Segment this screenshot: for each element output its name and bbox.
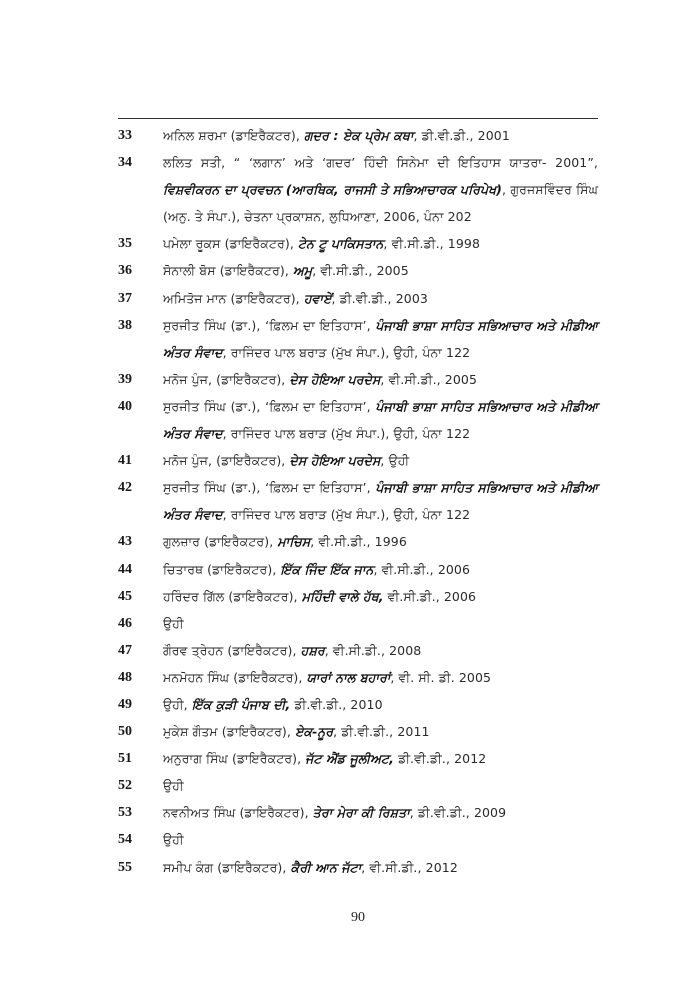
reference-details: , ਵੀ.ਸੀ.ਡੀ., 1996 <box>310 534 407 550</box>
reference-title: ਕੈਰੀ ਆਨ ਜੱਟਾ <box>290 859 362 875</box>
reference-item <box>118 528 598 555</box>
reference-text <box>163 583 598 610</box>
reference-author: ਗੁਲਜ਼ਾਰ (ਡਾਇਰੈਕਟਰ), <box>163 534 278 550</box>
reference-number: 52 <box>118 778 132 794</box>
reference-author: ਸੁਰਜੀਤ ਸਿੰਘ (ਡਾ.), ‘ਫ਼ਿਲਮ ਦਾ ਇਤਿਹਾਸ’, <box>163 398 376 414</box>
reference-number: 44 <box>118 561 132 577</box>
reference-number: 40 <box>118 398 132 414</box>
reference-author: ਮਨੋਜ ਪੁੰਜ, (ਡਾਇਰੈਕਟਰ), <box>163 453 290 469</box>
reference-title: ਅਮੂ <box>293 263 313 279</box>
reference-details: , ਵੀ.ਸੀ.ਡੀ., 2006 <box>373 561 471 577</box>
reference-item <box>118 664 598 691</box>
reference-item <box>118 122 598 149</box>
reference-author: ਚਿਤਾਰਥ (ਡਾਇਰੈਕਟਰ), <box>163 561 281 577</box>
reference-details: , ਰਾਜਿੰਦਰ ਪਾਲ ਬਰਾੜ (ਮੁੱਖ ਸੰਪਾ.), ਉਹੀ, ਪੰਨਾ 122 <box>222 507 471 523</box>
reference-item <box>118 149 598 230</box>
reference-text <box>163 149 598 230</box>
reference-text <box>163 366 598 393</box>
reference-text <box>163 826 598 853</box>
reference-title: ਹਵਾਏਂ <box>303 290 332 306</box>
reference-details: , ਡੀ.ਵੀ.ਡੀ., 2011 <box>333 724 430 740</box>
reference-number: 53 <box>118 805 132 821</box>
reference-item <box>118 366 598 393</box>
reference-number: 47 <box>118 642 132 658</box>
reference-text <box>163 718 598 745</box>
reference-item <box>118 312 598 366</box>
reference-author: ਉਹੀ, <box>163 696 192 712</box>
reference-details: , ਡੀ.ਵੀ.ਡੀ., 2009 <box>409 805 507 821</box>
reference-author: ਸੋਨਾਲੀ ਬੋਸ (ਡਾਇਰੈਕਟਰ), <box>163 263 293 279</box>
reference-author: ਗੌਰਵ ਤ੍ਰੇਹਨ (ਡਾਇਰੈਕਟਰ), <box>163 642 301 658</box>
reference-number: 35 <box>118 236 132 252</box>
reference-details: , ਰਾਜਿੰਦਰ ਪਾਲ ਬਰਾੜ (ਮੁੱਖ ਸੰਪਾ.), ਉਹੀ, ਪੰਨਾ 122 <box>222 344 471 360</box>
footnote-separator-rule <box>118 118 598 119</box>
reference-text <box>163 528 598 555</box>
reference-item <box>118 285 598 312</box>
reference-item <box>118 474 598 528</box>
reference-number: 54 <box>118 832 132 848</box>
reference-author: ਮੁਕੇਸ਼ ਗੌਤਮ (ਡਾਇਰੈਕਟਰ), <box>163 724 296 740</box>
reference-author: ਉਹੀ <box>163 832 184 848</box>
reference-number: 34 <box>118 155 132 171</box>
reference-text <box>163 447 598 474</box>
reference-title: ਟੇਨ ਟੂ ਪਾਕਿਸਤਾਨ <box>297 236 384 252</box>
reference-author: ਮਨਮੋਹਨ ਸਿੰਘ (ਡਾਇਰੈਕਟਰ), <box>163 669 307 685</box>
reference-item <box>118 799 598 826</box>
reference-text <box>163 556 598 583</box>
reference-title: ਮਾਚਿਸ <box>277 534 311 550</box>
reference-title: ਦੇਸ ਹੋਇਆ ਪਰਦੇਸ <box>289 453 381 469</box>
reference-number: 51 <box>118 751 132 767</box>
reference-item <box>118 691 598 718</box>
reference-item <box>118 257 598 284</box>
reference-text <box>163 285 598 312</box>
reference-title: ਮਹਿੰਦੀ ਵਾਲੇ ਹੱਥ, <box>301 588 384 604</box>
reference-text <box>163 772 598 799</box>
reference-item <box>118 637 598 664</box>
reference-number: 39 <box>118 371 132 387</box>
reference-text <box>163 854 598 881</box>
reference-author: ਅਮਿਤੋਜ ਮਾਨ (ਡਾਇਰੈਕਟਰ), <box>163 290 304 306</box>
page-number: 90 <box>351 910 365 925</box>
reference-title: ਗਦਰ : ਏਕ ਪ੍ਰੇਮ ਕਥਾ <box>303 128 414 143</box>
reference-details: , ਵੀ.ਸੀ.ਡੀ., 2012 <box>361 859 458 875</box>
reference-item <box>118 718 598 745</box>
reference-text <box>163 312 598 366</box>
reference-title: ਏਕ-ਨੂਰ <box>295 724 334 740</box>
reference-details: , ਵੀ.ਸੀ.ਡੀ., 1998 <box>383 236 481 252</box>
reference-title: ਪੰਜਾਬੀ ਭਾਸ਼ਾ ਸਾਹਿਤ ਸਭਿਆਚਾਰ ਅਤੇ ਮੀਡੀਆ ਅੰਤਰ ਸੰਵਾਦ <box>163 398 598 442</box>
reference-details: , ਵੀ.ਸੀ.ਡੀ., 2008 <box>324 642 422 658</box>
reference-text <box>163 637 598 664</box>
reference-text <box>163 474 598 528</box>
reference-text <box>163 745 598 772</box>
reference-item <box>118 230 598 257</box>
reference-title: ਵਿਸ਼ਵੀਕਰਨ ਦਾ ਪ੍ਰਵਚਨ (ਆਰਥਿਕ, ਰਾਜਸੀ ਤੇ ਸਭਿਆਚਾਰਕ ਪਰਿਪੇਖ) <box>163 182 502 198</box>
reference-item <box>118 772 598 799</box>
reference-text <box>163 610 598 637</box>
reference-author: ਉਹੀ <box>163 615 184 631</box>
reference-text <box>163 122 598 149</box>
reference-details: , ਰਾਜਿੰਦਰ ਪਾਲ ਬਰਾੜ (ਮੁੱਖ ਸੰਪਾ.), ਉਹੀ, ਪੰਨਾ 122 <box>222 426 471 442</box>
reference-details: , ਵੀ.ਸੀ.ਡੀ., 2005 <box>380 371 478 387</box>
reference-title: ਦੇਸ ਹੋਇਆ ਪਰਦੇਸ <box>289 371 381 387</box>
reference-author: ਸੁਰਜੀਤ ਸਿੰਘ (ਡਾ.), ‘ਫ਼ਿਲਮ ਦਾ ਇਤਿਹਾਸ’, <box>163 480 376 496</box>
reference-title: ਪੰਜਾਬੀ ਭਾਸ਼ਾ ਸਾਹਿਤ ਸਭਿਆਚਾਰ ਅਤੇ ਮੀਡੀਆ ਅੰਤਰ ਸੰਵਾਦ <box>163 480 598 523</box>
reference-details: ਡੀ.ਵੀ.ਡੀ., 2012 <box>394 751 487 767</box>
reference-title: ਇੱਕ ਕੁੜੀ ਪੰਜਾਬ ਦੀ, <box>191 696 291 712</box>
reference-item <box>118 393 598 447</box>
reference-number: 49 <box>118 696 132 712</box>
reference-author: ਉਹੀ <box>163 778 184 794</box>
reference-title: ਇੱਕ ਜਿੰਦ ਇੱਕ ਜਾਨ <box>280 561 374 577</box>
reference-number: 37 <box>118 290 132 306</box>
reference-text <box>163 230 598 257</box>
reference-text <box>163 393 598 447</box>
reference-details: , ਵੀ. ਸੀ. ਡੀ. 2005 <box>390 669 492 685</box>
reference-text <box>163 664 598 691</box>
reference-author: ਮਨੋਜ ਪੁੰਜ, (ਡਾਇਰੈਕਟਰ), <box>163 371 290 387</box>
reference-details: , ਡੀ.ਵੀ.ਡੀ., 2001 <box>413 128 510 143</box>
reference-number: 43 <box>118 534 132 550</box>
reference-number: 33 <box>118 128 132 143</box>
reference-author: ਅਨਿਲ ਸ਼ਰਮਾ (ਡਾਇਰੈਕਟਰ), <box>163 128 304 143</box>
reference-item <box>118 583 598 610</box>
reference-title: ਤੇਰਾ ਮੇਰਾ ਕੀ ਰਿਸ਼ਤਾ <box>312 805 410 821</box>
reference-list <box>118 122 598 881</box>
reference-number: 55 <box>118 859 132 875</box>
reference-text <box>163 799 598 826</box>
reference-title: ਯਾਰਾਂ ਨਾਲ ਬਹਾਰਾਂ <box>306 669 391 685</box>
reference-number: 42 <box>118 480 132 496</box>
reference-number: 38 <box>118 317 132 333</box>
reference-item <box>118 447 598 474</box>
reference-title: ਹਸ਼ਰ <box>300 642 325 658</box>
reference-details: , ਗੁਰਜਸਵਿੰਦਰ ਸਿੰਘ (ਅਨੁ. ਤੇ ਸੰਪਾ.), ਚੇਤਨਾ ਪ੍ਰਕਾਸ਼ਨ, ਲੁਧਿਆਣਾ, 2006, ਪੰਨਾ 202 <box>163 182 598 225</box>
reference-author: ਸੁਰਜੀਤ ਸਿੰਘ (ਡਾ.), ‘ਫ਼ਿਲਮ ਦਾ ਇਤਿਹਾਸ’, <box>163 317 376 333</box>
reference-author: ਪਮੇਲਾ ਰੂਕਸ (ਡਾਇਰੈਕਟਰ), <box>163 236 298 252</box>
reference-item <box>118 556 598 583</box>
reference-details: , ਉਹੀ <box>380 453 410 469</box>
reference-text <box>163 691 598 718</box>
reference-details: , ਵੀ.ਸੀ.ਡੀ., 2005 <box>312 263 409 279</box>
reference-author: ਸਮੀਪ ਕੰਗ (ਡਾਇਰੈਕਟਰ), <box>163 859 291 875</box>
reference-author: ਅਨੁਰਾਗ ਸਿੰਘ (ਡਾਇਰੈਕਟਰ), <box>163 751 306 767</box>
reference-author: ਨਵਨੀਅਤ ਸਿੰਘ (ਡਾਇਰੈਕਟਰ), <box>163 805 313 821</box>
reference-item <box>118 826 598 853</box>
reference-item <box>118 854 598 881</box>
reference-details: ਵੀ.ਸੀ.ਡੀ., 2006 <box>383 588 477 604</box>
reference-details: , ਡੀ.ਵੀ.ਡੀ., 2003 <box>331 290 428 306</box>
reference-number: 48 <box>118 669 132 685</box>
reference-author: ਹਰਿੰਦਰ ਗਿੱਲ (ਡਾਇਰੈਕਟਰ), <box>163 588 302 604</box>
reference-item <box>118 610 598 637</box>
reference-number: 36 <box>118 263 132 279</box>
reference-number: 45 <box>118 588 132 604</box>
reference-text <box>163 257 598 284</box>
reference-details: ਡੀ.ਵੀ.ਡੀ., 2010 <box>290 696 383 712</box>
reference-item <box>118 745 598 772</box>
reference-number: 50 <box>118 724 132 740</box>
reference-title: ਜੱਟ ਐਂਡ ਜੂਲੀਅਟ, <box>305 751 394 767</box>
reference-title: ਪੰਜਾਬੀ ਭਾਸ਼ਾ ਸਾਹਿਤ ਸਭਿਆਚਾਰ ਅਤੇ ਮੀਡੀਆ ਅੰਤਰ ਸੰਵਾਦ <box>163 317 598 360</box>
reference-author: ਲਲਿਤ ਸਤੀ, “ ‘ਲਗਾਨ’ ਅਤੇ ‘ਗਦਰ’ ਹਿੰਦੀ ਸਿਨੇਮਾ ਦੀ ਇਤਿਹਾਸ ਯਾਤਰਾ- 2001”, <box>163 155 598 171</box>
reference-number: 46 <box>118 615 132 631</box>
reference-number: 41 <box>118 453 132 469</box>
